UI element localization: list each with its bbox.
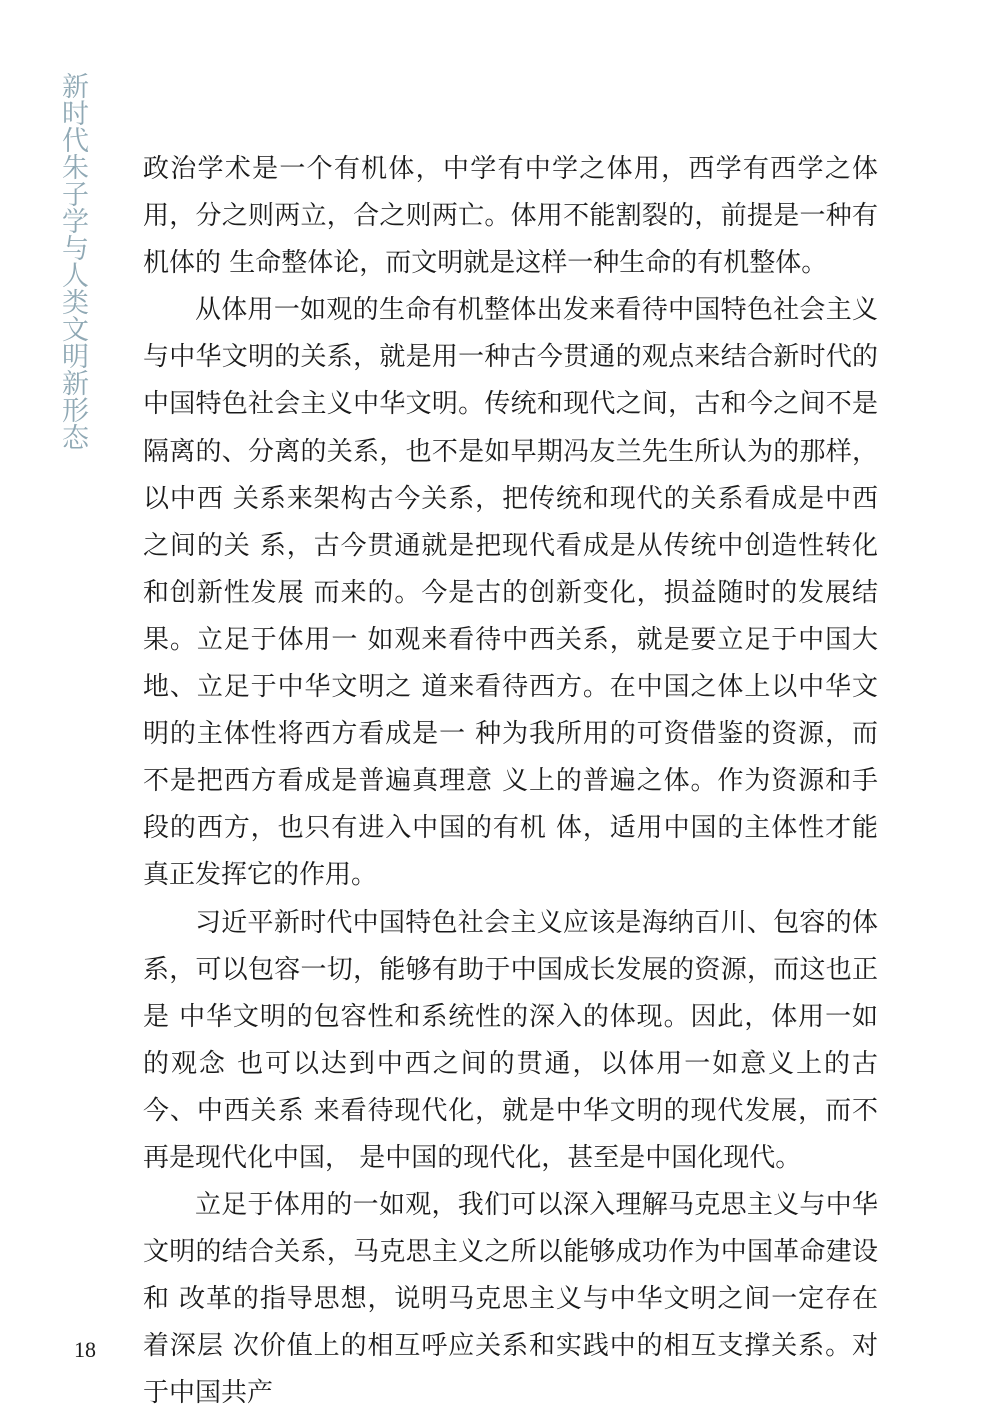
paragraph: 从体用一如观的生命有机整体出发来看待中国特色社会主义与中华文明的关系，就是用一种古今贯通的观点来结合新时代的中国特色社会主义中华文明。传统和现代之间，古和今之间不是隔离的、分离的关系，也不是如早期冯友兰先生所认为的那样，以中西 关系来架构古今关系，把传统和现代的关系看成是中西之间的关 系，古今贯通就是把现代看成是从传统中创造性转化和创新性发展 而来的。今是古的创新变化，损益随时的发展结果。立足于体用一 如观来看待中西关系，就是要立足于中国大地、立足于中华文明之 道来看待西方。在中国之体上以中华文明的主体性将西方看成是一 种为我所用的可资借鉴的资源，而不是把西方看成是普遍真理意 义上的普遍之体。作为资源和手段的西方，也只有进入中国的有机 体，适用中国的主体性才能真正发挥它的作用。: [143, 295, 878, 891]
running-title: 新时代朱子学与人类文明新形态: [57, 72, 88, 450]
paragraph: 政治学术是一个有机体，中学有中学之体用，西学有西学之体用，分之则两立，合之则两亡。体用不能割裂的，前提是一种有机体的 生命整体论，而文明就是这样一种生命的有机整体。: [143, 154, 878, 279]
body-text: [143, 146, 878, 1418]
paragraph: 立足于体用的一如观，我们可以深入理解马克思主义与中华 文明的结合关系，马克思主义之所以能够成功作为中国革命建设和 改革的指导思想，说明马克思主义与中华文明之间一定存在着深层 次价值上的相互呼应关系和实践中的相互支撑关系。对于中国共产: [143, 1190, 878, 1409]
page-number: 18: [74, 1337, 96, 1362]
paragraph: 习近平新时代中国特色社会主义应该是海纳百川、包容的体系，可以包容一切，能够有助于中国成长发展的资源，而这也正是 中华文明的包容性和系统性的深入的体现。因此，体用一如的观念 也可以达到中西之间的贯通，以体用一如意义上的古今、中西关系 来看待现代化，就是中华文明的现代发展，而不再是现代化中国， 是中国的现代化，甚至是中国化现代。: [143, 907, 878, 1173]
